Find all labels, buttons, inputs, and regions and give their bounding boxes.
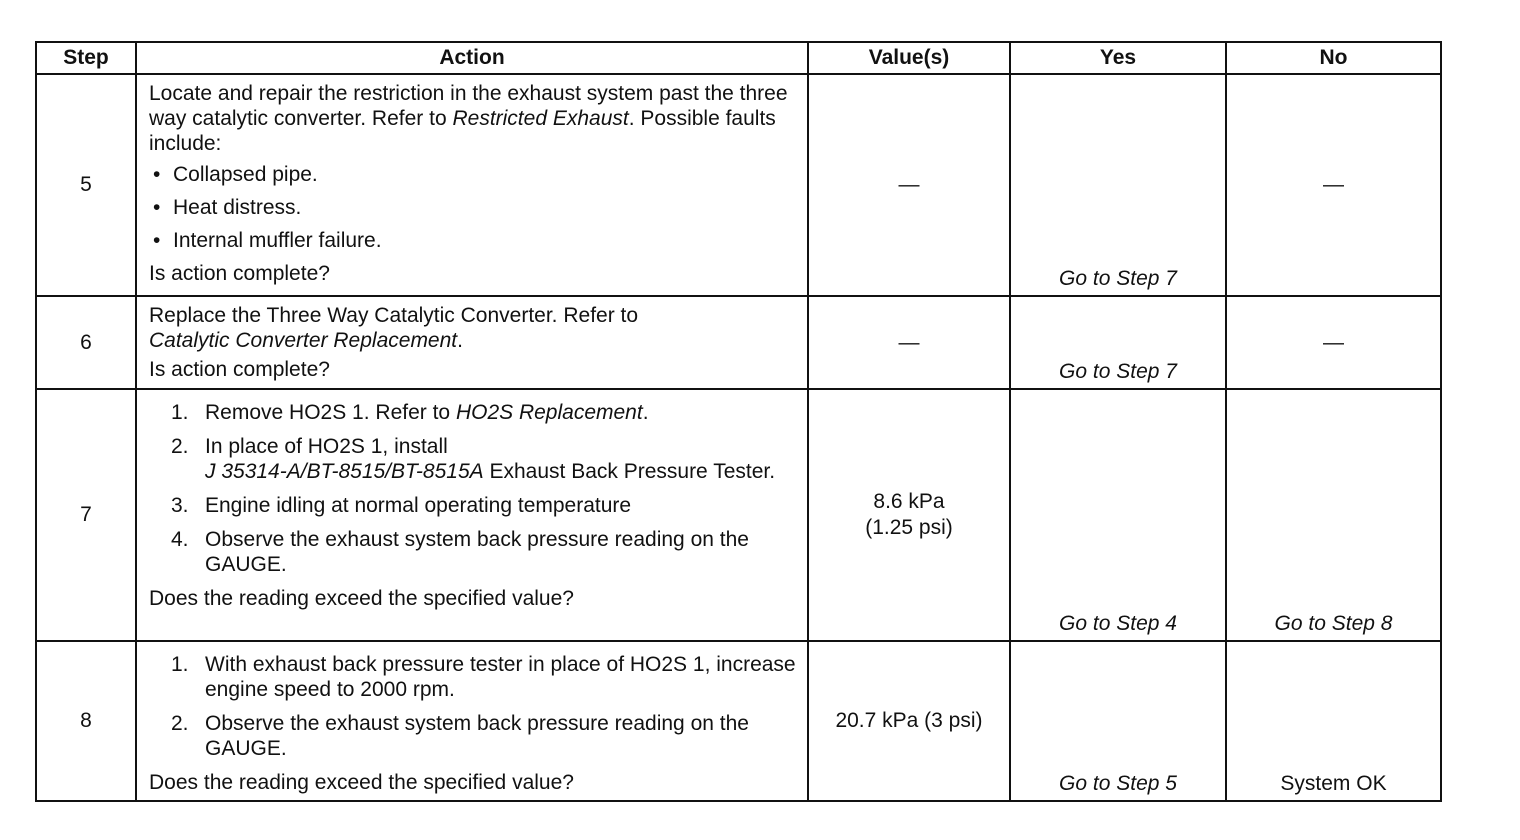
yes-result: Go to Step 5 — [1059, 772, 1177, 795]
action-question: Does the reading exceed the specified value? — [149, 771, 574, 794]
yes-cell — [1010, 389, 1226, 641]
list-item: 4. Observe the exhaust system back pressure reading on the GAUGE. — [171, 528, 749, 576]
table-row-step-6 — [36, 296, 1441, 389]
action-question: Is action complete? — [149, 262, 330, 285]
no-result: Go to Step 8 — [1274, 612, 1393, 635]
list-item: 1. Remove HO2S 1. Refer to HO2S Replacement. — [171, 401, 649, 424]
value-psi: (1.25 psi) — [865, 516, 953, 539]
fault-list — [149, 162, 797, 253]
header-action: Action — [136, 42, 808, 74]
header-values: Value(s) — [808, 42, 1010, 74]
yes-result: Go to Step 4 — [1059, 612, 1177, 635]
action-intro: Replace the Three Way Catalytic Converter. Refer to Catalytic Converter Replacement. — [149, 304, 639, 352]
action-intro: Locate and repair the restriction in the exhaust system past the three way catalytic converter. Refer to Restricted Exhaust. Possible faults include: — [149, 82, 788, 155]
yes-cell — [1010, 296, 1226, 389]
tool-reference: J 35314-A/BT-8515/BT-8515A — [205, 460, 484, 483]
yes-result: Go to Step 7 — [1059, 360, 1177, 383]
no-cell — [1226, 296, 1441, 389]
step-number: 5 — [36, 74, 136, 296]
no-result: System OK — [1280, 772, 1387, 795]
action-cell — [136, 74, 808, 296]
list-item: • Collapsed pipe. — [149, 162, 797, 187]
no-cell — [1226, 74, 1441, 296]
no-result: — — [1323, 330, 1344, 354]
step-number: 8 — [36, 641, 136, 801]
value-kpa: 8.6 kPa — [873, 490, 945, 513]
list-item: • Heat distress. — [149, 195, 797, 220]
no-cell — [1226, 641, 1441, 801]
yes-cell — [1010, 74, 1226, 296]
header-no: No — [1226, 42, 1441, 74]
value-cell — [808, 389, 1010, 641]
no-cell — [1226, 389, 1441, 641]
table-row-step-5 — [36, 74, 1441, 296]
no-result: — — [1323, 173, 1344, 196]
value-cell: 20.7 kPa (3 psi) — [808, 641, 1010, 801]
list-item: 1. With exhaust back pressure tester in place of HO2S 1, increase engine speed to 2000 rpm. — [171, 653, 796, 701]
header-step: Step — [36, 42, 136, 74]
diagnostic-table — [35, 41, 1442, 802]
value-cell: — — [808, 296, 1010, 389]
header-yes: Yes — [1010, 42, 1226, 74]
reference-link: Catalytic Converter Replacement — [149, 329, 458, 352]
step-number: 6 — [36, 296, 136, 389]
table-row-step-8 — [36, 641, 1441, 801]
yes-cell — [1010, 641, 1226, 801]
yes-result: Go to Step 7 — [1059, 267, 1177, 290]
list-item: • Internal muffler failure. — [149, 228, 797, 253]
list-item: 3. Engine idling at normal operating temperature — [171, 494, 632, 517]
header-row — [36, 42, 1441, 74]
list-item: 2. Observe the exhaust system back pressure reading on the GAUGE. — [171, 712, 749, 760]
procedure-list — [149, 652, 797, 761]
table-row-step-7 — [36, 389, 1441, 641]
reference-link: Restricted Exhaust — [452, 107, 629, 130]
action-cell — [136, 641, 808, 801]
action-cell — [136, 389, 808, 641]
action-question: Does the reading exceed the specified value? — [149, 587, 574, 610]
list-item: 2. In place of HO2S 1, install J 35314-A/BT-8515/BT-8515A Exhaust Back Pressure Tester. — [171, 435, 776, 483]
step-number: 7 — [36, 389, 136, 641]
action-cell — [136, 296, 808, 389]
action-question: Is action complete? — [149, 358, 330, 381]
procedure-list — [149, 400, 797, 577]
reference-link: HO2S Replacement — [455, 401, 643, 424]
value-cell: — — [808, 74, 1010, 296]
